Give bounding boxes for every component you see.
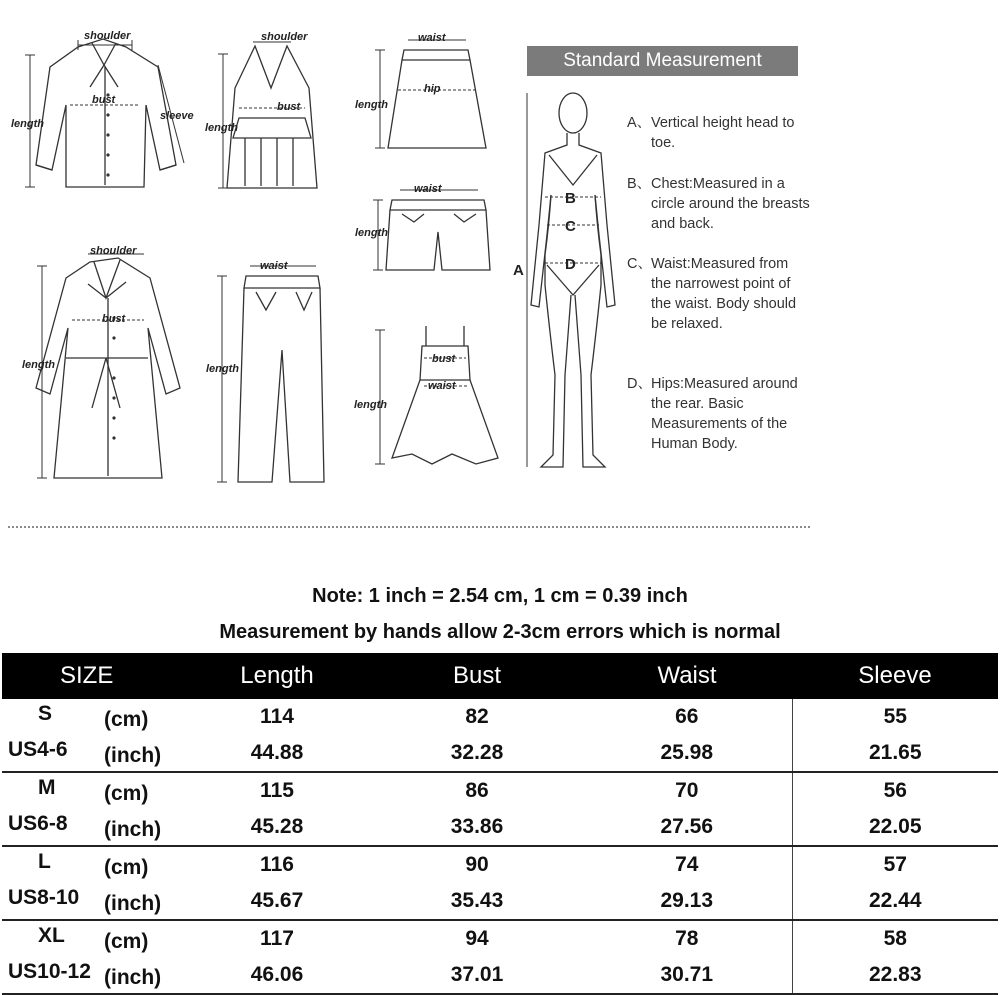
unit-label: (cm) <box>104 708 149 731</box>
waist-cell: 25.98 <box>582 735 792 772</box>
bust-cell: 37.01 <box>372 957 582 994</box>
pants-diagram <box>202 250 342 490</box>
body-figure <box>505 85 625 480</box>
length-cell: 114 <box>260 705 294 728</box>
length-cell: 45.28 <box>182 809 372 846</box>
unit-label: (inch) <box>104 966 162 989</box>
unit-label: (cm) <box>104 930 149 953</box>
tank-diagram <box>205 28 345 198</box>
header-bust: Bust <box>372 653 582 699</box>
unit-label: (inch) <box>104 744 162 767</box>
unit-label: (inch) <box>104 818 162 841</box>
waist-cell: 74 <box>675 853 699 876</box>
bust-cell: 82 <box>465 705 489 728</box>
pants-length-label: length <box>206 363 239 375</box>
skirt-waist-label: waist <box>418 32 446 44</box>
figure-label-d: D <box>565 256 576 273</box>
skirt-diagram <box>352 28 502 158</box>
size-label: L <box>38 850 51 873</box>
definition-c: C、Waist:Measured from the narrowest point of the waist. Body should be relaxed. <box>627 256 797 332</box>
length-cell: 46.06 <box>182 957 372 994</box>
blouse-sleeve-label: sleeve <box>160 110 194 122</box>
table-row <box>2 957 998 994</box>
sleeve-cell: 57 <box>792 846 998 883</box>
size-cell <box>2 883 182 920</box>
dress-bust-label: bust <box>432 353 456 365</box>
header-sleeve: Sleeve <box>792 653 998 699</box>
unit-label: (cm) <box>104 856 149 879</box>
figure-label-b: B <box>565 190 576 207</box>
bust-cell: 90 <box>465 853 489 876</box>
sleeve-cell: 22.44 <box>792 883 998 920</box>
coat-diagram <box>10 238 200 488</box>
sleeve-cell: 22.83 <box>792 957 998 994</box>
dotted-divider <box>8 526 810 528</box>
waist-cell: 78 <box>675 927 699 950</box>
dress-waist-label: waist <box>428 380 456 392</box>
size-cell <box>2 772 182 809</box>
length-cell: 116 <box>260 853 294 876</box>
table-body <box>2 699 998 994</box>
waist-cell: 30.71 <box>582 957 792 994</box>
dress-length-label: length <box>354 399 387 411</box>
waist-cell: 66 <box>675 705 699 728</box>
sleeve-cell: 58 <box>792 920 998 957</box>
shorts-length-label: length <box>355 227 388 239</box>
shorts-diagram <box>352 180 502 280</box>
size-cell <box>2 735 182 772</box>
dress-diagram <box>352 318 512 488</box>
tank-length-label: length <box>205 122 238 134</box>
blouse-diagram <box>8 25 203 200</box>
size-label: S <box>38 702 53 725</box>
figure-label-c: C <box>565 218 576 235</box>
blouse-shoulder-label: shoulder <box>84 30 131 42</box>
sleeve-cell: 55 <box>792 699 998 735</box>
size-cell <box>2 920 182 957</box>
length-cell: 45.67 <box>182 883 372 920</box>
error-note: Measurement by hands allow 2-3cm errors which is normal <box>219 621 781 643</box>
bust-cell: 94 <box>465 927 489 950</box>
skirt-length-label: length <box>355 99 388 111</box>
definition-b: B、Chest:Measured in a circle around the breasts and back. <box>627 176 810 232</box>
definition-d: D、Hips:Measured around the rear. Basic Measurements of the Human Body. <box>627 376 798 452</box>
figure-label-a: A <box>513 262 524 279</box>
standard-measurement-title: Standard Measurement <box>527 46 798 76</box>
table-row <box>2 809 998 846</box>
table-row <box>2 735 998 772</box>
size-label: US4-6 <box>8 738 68 761</box>
coat-bust-label: bust <box>102 313 126 325</box>
size-cell <box>2 846 182 883</box>
unit-label: (inch) <box>104 892 162 915</box>
blouse-bust-label: bust <box>92 94 116 106</box>
size-label: US10-12 <box>8 960 91 983</box>
coat-shoulder-label: shoulder <box>90 245 137 257</box>
size-chart-table <box>2 653 998 995</box>
size-label: US6-8 <box>8 812 68 835</box>
conversion-note: Note: 1 inch = 2.54 cm, 1 cm = 0.39 inch <box>312 585 688 607</box>
waist-cell: 29.13 <box>582 883 792 920</box>
length-cell: 44.88 <box>182 735 372 772</box>
length-cell: 115 <box>260 779 294 802</box>
size-label: US8-10 <box>8 886 80 909</box>
tank-bust-label: bust <box>277 101 301 113</box>
header-waist: Waist <box>582 653 792 699</box>
header-size: SIZE <box>2 653 182 699</box>
bust-cell: 32.28 <box>372 735 582 772</box>
sleeve-cell: 21.65 <box>792 735 998 772</box>
coat-length-label: length <box>22 359 55 371</box>
table-row <box>2 846 998 883</box>
pants-waist-label: waist <box>260 260 288 272</box>
table-header-row <box>2 653 998 699</box>
unit-label: (cm) <box>104 782 149 805</box>
length-cell: 117 <box>260 927 294 950</box>
waist-cell: 27.56 <box>582 809 792 846</box>
bust-cell: 35.43 <box>372 883 582 920</box>
size-cell <box>2 957 182 994</box>
size-cell <box>2 809 182 846</box>
skirt-hip-label: hip <box>424 83 441 95</box>
definition-a: A、Vertical height head to toe. <box>627 115 795 151</box>
blouse-length-label: length <box>11 118 44 130</box>
table-row <box>2 920 998 957</box>
table-row <box>2 883 998 920</box>
header-length: Length <box>182 653 372 699</box>
table-row <box>2 772 998 809</box>
waist-cell: 70 <box>675 779 699 802</box>
tank-shoulder-label: shoulder <box>261 31 308 43</box>
shorts-waist-label: waist <box>414 183 442 195</box>
sleeve-cell: 56 <box>792 772 998 809</box>
size-cell <box>2 699 182 735</box>
bust-cell: 86 <box>465 779 489 802</box>
size-label: XL <box>38 924 65 947</box>
bust-cell: 33.86 <box>372 809 582 846</box>
table-row <box>2 699 998 735</box>
sleeve-cell: 22.05 <box>792 809 998 846</box>
size-label: M <box>38 776 56 799</box>
